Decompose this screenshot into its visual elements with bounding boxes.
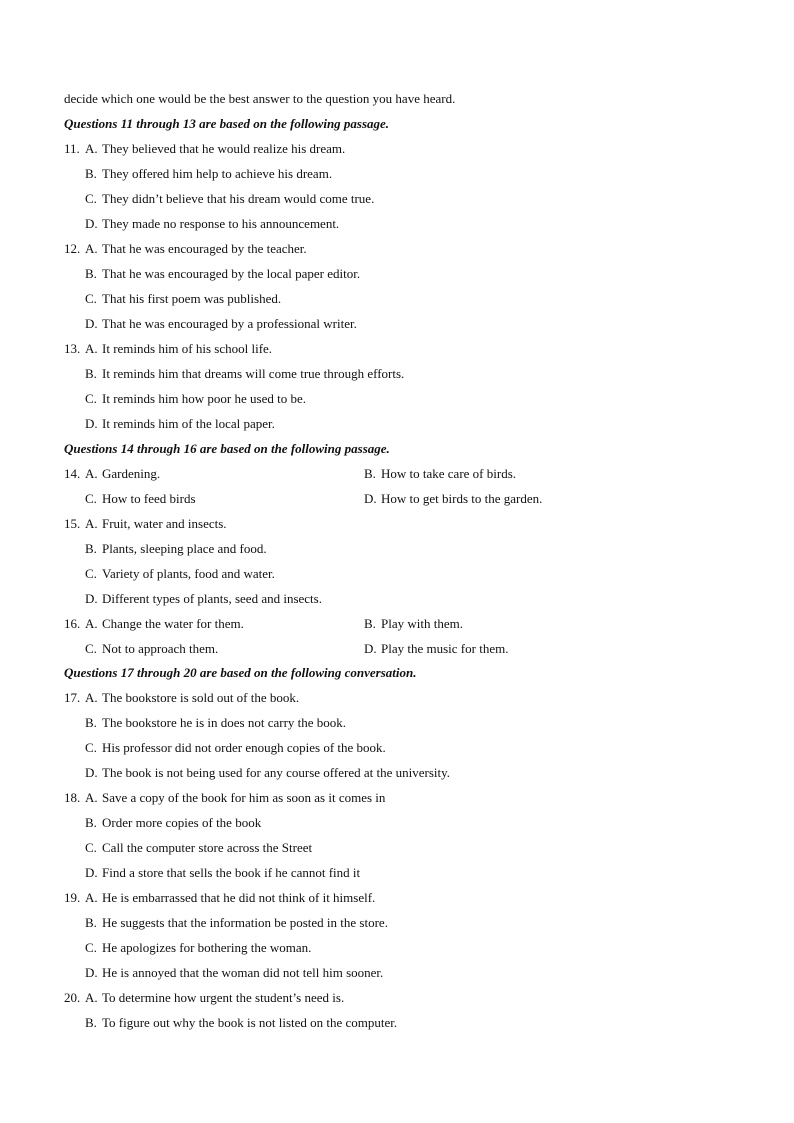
- option-14d: D. How to get birds to the garden.: [364, 491, 543, 506]
- option-15b: B. Plants, sleeping place and food.: [85, 541, 267, 556]
- section-heading: Questions 14 through 16 are based on the following passage.: [64, 441, 390, 456]
- option-17d: D. The book is not being used for any course offered at the university.: [85, 765, 451, 780]
- option-15d: D. Different types of plants, seed and insects.: [85, 591, 322, 606]
- option-11a: A. They believed that he would realize his dream.: [85, 141, 346, 156]
- option-19d: D. He is annoyed that the woman did not tell him sooner.: [85, 965, 384, 980]
- question-number: 11.: [64, 141, 80, 156]
- option-16d: D. Play the music for them.: [364, 641, 509, 656]
- option-12a: A. That he was encouraged by the teacher.: [85, 241, 307, 256]
- option-14c: C. How to feed birds: [85, 491, 196, 506]
- section-heading: Questions 11 through 13 are based on the following passage.: [64, 116, 390, 131]
- option-16a: A. Change the water for them.: [85, 616, 244, 631]
- option-16b: B. Play with them.: [364, 616, 463, 631]
- option-16c: C. Not to approach them.: [85, 641, 219, 656]
- option-14a: A. Gardening.: [85, 466, 161, 481]
- option-20b: B. To figure out why the book is not listed on the computer.: [85, 1015, 398, 1030]
- option-18c: C. Call the computer store across the Street: [85, 840, 313, 855]
- option-19b: B. He suggests that the information be posted in the store.: [85, 915, 388, 930]
- option-13b: B. It reminds him that dreams will come true through efforts.: [85, 366, 405, 381]
- option-17b: B. The bookstore he is in does not carry the book.: [85, 715, 347, 730]
- option-11d: D. They made no response to his announcement.: [85, 216, 340, 231]
- section-heading: Questions 17 through 20 are based on the following conversation.: [64, 665, 417, 680]
- option-17c: C. His professor did not order enough copies of the book.: [85, 740, 386, 755]
- option-18a: A. Save a copy of the book for him as soon as it comes in: [85, 790, 386, 805]
- option-18b: B. Order more copies of the book: [85, 815, 262, 830]
- option-12c: C. That his first poem was published.: [85, 291, 282, 306]
- option-18d: D. Find a store that sells the book if he cannot find it: [85, 865, 361, 880]
- question-number: 17.: [64, 690, 81, 705]
- question-number: 18.: [64, 790, 81, 805]
- question-number: 19.: [64, 890, 81, 905]
- option-12b: B. That he was encouraged by the local paper editor.: [85, 266, 361, 281]
- option-13d: D. It reminds him of the local paper.: [85, 416, 275, 431]
- question-number: 15.: [64, 516, 81, 531]
- question-number: 12.: [64, 241, 81, 256]
- question-number: 16.: [64, 616, 81, 631]
- option-15a: A. Fruit, water and insects.: [85, 516, 227, 531]
- option-13a: A. It reminds him of his school life.: [85, 341, 273, 356]
- option-19c: C. He apologizes for bothering the woman.: [85, 940, 312, 955]
- option-11b: B. They offered him help to achieve his dream.: [85, 166, 333, 181]
- question-number: 20.: [64, 990, 81, 1005]
- option-20a: A. To determine how urgent the student’s need is.: [85, 990, 345, 1005]
- intro-text: decide which one would be the best answer to the question you have heard.: [64, 91, 456, 106]
- option-15c: C. Variety of plants, food and water.: [85, 566, 275, 581]
- option-17a: A. The bookstore is sold out of the book.: [85, 690, 300, 705]
- question-number: 13.: [64, 341, 81, 356]
- option-11c: C. They didn’t believe that his dream would come true.: [85, 191, 375, 206]
- question-number: 14.: [64, 466, 81, 481]
- option-19a: A. He is embarrassed that he did not think of it himself.: [85, 890, 376, 905]
- option-14b: B. How to take care of birds.: [364, 466, 517, 481]
- option-12d: D. That he was encouraged by a professional writer.: [85, 316, 357, 331]
- option-13c: C. It reminds him how poor he used to be.: [85, 391, 306, 406]
